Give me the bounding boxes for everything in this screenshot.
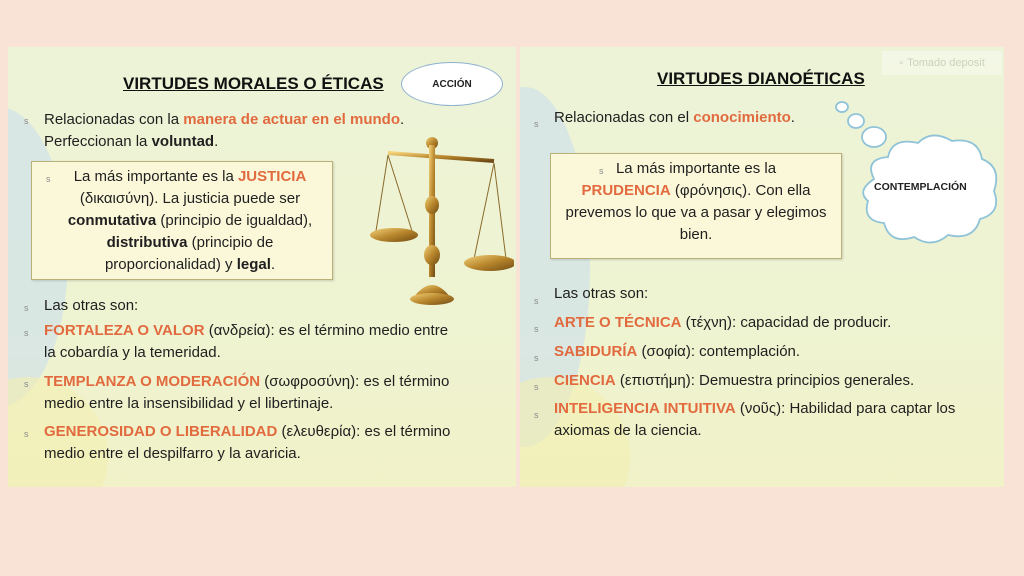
virtue-name: INTELIGENCIA INTUITIVA [554, 400, 736, 417]
box-text-2: (principio de [187, 234, 274, 251]
box-text-1: (principio de igualdad), [156, 212, 313, 229]
bullet-icon: s [534, 410, 539, 420]
panel-title: VIRTUDES MORALES O ÉTICAS [123, 74, 384, 93]
box-bold-2: distributiva [106, 234, 188, 251]
box-greek: (δικαισύνη). La justicia puede ser [79, 190, 301, 207]
intro-bold: voluntad [151, 133, 215, 150]
bullet-icon: s [24, 328, 29, 338]
virtue-item [44, 320, 504, 364]
cloud-label: CONTEMPLACIÓN [874, 181, 967, 193]
virtue-name: CIENCIA [554, 372, 616, 389]
intro-line2-post: . [214, 133, 219, 150]
virtue-name: TEMPLANZA O MODERACIÓN [44, 373, 261, 390]
virtue-name: GENEROSIDAD O LIBERALIDAD [44, 423, 278, 440]
watermark-text: Tomado deposit [907, 57, 985, 69]
bullet-icon: s [534, 119, 539, 129]
intro-line2: Perfeccionan la [44, 133, 152, 150]
intro-text [44, 109, 404, 153]
watermark [882, 51, 1002, 75]
intro-post: . [790, 109, 795, 126]
box-text-4: . [270, 256, 276, 273]
action-oval [401, 62, 503, 106]
box-line3: prevemos lo que va a pasar y elegimos [565, 204, 827, 221]
bullet-icon: s [24, 429, 29, 439]
prudencia-box [550, 153, 842, 259]
intro-pre: Relacionadas con la [44, 111, 184, 128]
panel-virtudes-morales [8, 47, 516, 487]
bullet-icon: s [534, 353, 539, 363]
box-highlight: JUSTICIA [237, 168, 307, 185]
action-label: ACCIÓN [432, 78, 472, 90]
virtue-desc: (νοῦς): Habilidad para captar los [735, 400, 956, 417]
virtue-item [44, 421, 504, 465]
justicia-text [48, 166, 332, 276]
bullet-icon: s [599, 166, 604, 176]
box-bold-3: legal [236, 256, 271, 273]
intro-text [554, 107, 795, 129]
panel-virtudes-dianoeticas [520, 47, 1004, 487]
intro-post: . [400, 111, 405, 128]
virtue-desc-line2: medio entre el despilfarro y la avaricia. [44, 445, 301, 462]
bullet-icon: s [24, 379, 29, 389]
bullet-icon: s [534, 382, 539, 392]
virtue-name: FORTALEZA O VALOR [44, 322, 205, 339]
others-label: Las otras son: [44, 297, 139, 314]
virtue-desc: (ελευθερία): es el término [277, 423, 451, 440]
bullet-icon: s [534, 324, 539, 334]
box-highlight: PRUDENCIA [581, 182, 671, 199]
box-greek: (φρόνησις). Con ella [670, 182, 811, 199]
intro-highlight: conocimiento [693, 109, 791, 126]
box-text-3: proporcionalidad) y [104, 256, 237, 273]
virtue-desc-line2: medio entre la insensibilidad y el libertinaje. [44, 395, 334, 412]
thought-cloud-icon [834, 101, 1004, 251]
box-pre: La más importante es la [615, 160, 777, 177]
virtue-desc: (τέχνη): capacidad de producir. [681, 314, 892, 331]
bullet-icon: s [46, 174, 51, 184]
bullet-icon: s [24, 303, 29, 313]
virtue-desc-line2: la cobardía y la temeridad. [44, 344, 221, 361]
virtue-name: ARTE O TÉCNICA [554, 314, 682, 331]
balance-scale-icon [366, 125, 514, 311]
virtue-desc: (σοφία): contemplación. [637, 343, 801, 360]
box-bold-1: conmutativa [67, 212, 157, 229]
prudencia-text [553, 158, 839, 246]
virtue-desc: (επιστήμη): Demuestra principios generales. [615, 372, 915, 389]
virtue-item [554, 398, 994, 442]
bullet-icon: s [534, 296, 539, 306]
others-label: Las otras son: [554, 285, 649, 302]
virtue-item [554, 341, 800, 363]
virtue-name: SABIDURÍA [554, 343, 638, 360]
intro-pre: Relacionadas con el [554, 109, 694, 126]
virtue-item [44, 371, 504, 415]
box-line4: bien. [679, 226, 713, 243]
virtue-desc: (σωφροσύνη): es el término [260, 373, 450, 390]
intro-highlight: manera de actuar en el mundo [183, 111, 400, 128]
virtue-item [554, 370, 914, 392]
box-pre: La más importante es la [73, 168, 238, 185]
bullet-icon: s [24, 116, 29, 126]
virtue-item [554, 312, 891, 334]
virtue-desc-line2: axiomas de la ciencia. [554, 422, 702, 439]
justicia-box [31, 161, 333, 280]
panel-title: VIRTUDES DIANOÉTICAS [657, 69, 865, 88]
camera-icon: ▫ [899, 57, 904, 69]
virtue-desc: (ανδρεία): es el término medio entre [204, 322, 449, 339]
